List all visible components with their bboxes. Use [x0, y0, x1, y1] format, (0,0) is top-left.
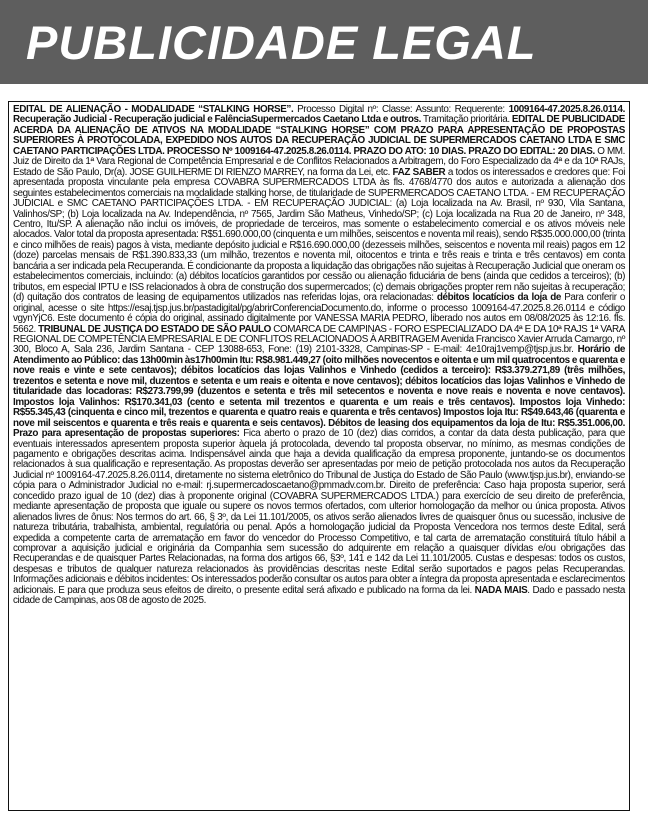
notice-segment-10: TRIBUNAL DE JUSTIÇA DO ESTADO DE SÃO PAULO — [38, 323, 271, 335]
page-title: PUBLICIDADE LEGAL — [26, 16, 537, 69]
notice-segment-5: O MM. Juiz de Direito da 1ª Vara Regional de Competência Empresarial e de Conflitos Relacionados a Arbitragem, do Foro Especializado da 4ª e da 10ª RAJs, Estado de São Paulo, Dr(a). JOSE GUILHERME DI RIENZO MARREY, na forma da Lei, etc. — [13, 145, 625, 178]
notice-segment-14: NADA MAIS — [474, 584, 528, 596]
notice-segment-4: EDITAL DE PUBLICIDADE ACERDA DA ALIENAÇÃO DE ATIVOS NA MODALIDADE “STALKING HORSE” COM PRAZO PARA APRESENTAÇÃO DE PROPOSTAS SUPERIORES À PROTOCOLADA, EXPEDIDO NOS AUTOS DA RECUPERAÇÃO JUDICIAL DE SUPERMERCADOS CAETANO LTDA E SMC CAETANO PARTICIPAÇÕES LTDA. PROCESSO Nº 1009164-47.2025.8.26.0114. PRAZO DO ATO: 10 DIAS. PRAZO DO EDITAL: 20 DIAS. — [13, 114, 625, 157]
notice-segment-9: Para conferir o original, acesse o site https://esaj.tjsp.jus.br/pastadigital/pg/abrirConferenciaDocumento.do, informe o processo 1009164-47.2025.8.26.0114 e código vgynYjC6. Este documento é cópia do original, assinado digitalmente por VANESSA MARIA PEDRO, liberado nos autos em 08/08/2025 às 12:16. fls. 5662. — [13, 292, 625, 335]
notice-segment-7: a todos os interessados e credores que: Foi apresentada proposta vinculante pela empresa COVABRA SUPERMERCADOS LTDA às fls. 4768/4770 dos autos e autorizada a alienação dos seguintes estabelecimentos comerciais na modalidade stalking horse, de titularidade de SUPERMERCADOS CAETANO LTDA. - EM RECUPERAÇÃO JUDICIAL e SMC CAETANO PARTICIPAÇÕES LTDA. - EM RECUPERAÇÃO JUDICIAL: (a) Loja localizada na Av. Brasil, nº 930, Vila Santana, Valinhos/SP; (b) Loja localizada na Av. Independência, nº 7565, Jardim São Matheus, Vinhedo/SP; (c) Loja localizada na Rua 20 de Janeiro, nº 348, Centro, Itu/SP. A alienação não inclui os imóveis, de propriedade de terceiros, mas somente o estabelecimento comercial e os ativos móveis nele alocados. Valor total da proposta apresentada: R$51.690.000,00 (cinquenta e um milhões, seiscentos e noventa mil reais), sendo R$35.000.000,00 (trinta e cinco milhões de reais) pagos à vista, mediante depósito judicial e R$16.690.000,00 (dezesseis milhões, seiscentos e noventa mil reais) pagos em 12 (doze) parcelas mensais de R$1.390.833,33 (um milhão, trezentos e noventa mil, oitocentos e trinta e três reais e trinta e três centavos) em conta bancária a ser indicada pela Recuperanda. É condicionante da proposta a liquidação das obrigações não sujeitas à Recuperação Judicial que oneram os estabelecimentos comerciais, incluindo: (a) débitos locatícios garantidos por cessão ou alienação fiduciária de bens (ainda que cedidos a terceiros); (b) tributos, em especial IPTU e ISS relacionados à obra de construção dos supermercados; (c) demais obrigações propter rem não sujeitas à recuperação; (d) quitação dos contratos de leasing de equipamentos utilizados nas referidas lojas, ora relacionadas: — [13, 166, 626, 304]
notice-segment-12: Horário de Atendimento ao Público: das 13h00min às17h00min Itu: R$8.981.449,27 (oito milhões novecentos e oitenta e um mil quatrocentos e quarenta e nove reais e vinte e sete centavos); débitos locatícios das lojas Valinhos e Vinhedo (cedidos a terceiro): R$3.379.271,89 (três milhões, trezentos e setenta e nove mil, duzentos e setenta e um reais e oitenta e nove centavos); débitos locatícios das lojas Valinhos e Vinhedo de titularidade das locadoras: R$273.799,99 (duzentos e setenta e três mil setecentos e noventa e nove reais e noventa e nove centavos). Impostos loja Valinhos: R$170.341,03 (cento e setenta mil trezentos e quarenta e um reais e três centavos). Impostos loja Vinhedo: R$55.345,43 (cinquenta e cinco mil, trezentos e quarenta e quatro reais e quarenta e três centavos) Impostos loja Itu: R$49.643,46 (quarenta e nove mil seiscentos e quarenta e três reais e quarenta e seis centavos). Débitos de leasing dos equipamentos da loja de Itu: R$5.351.006,00. Prazo para apresentação de propostas superiores: — [13, 344, 625, 440]
header-banner — [0, 0, 648, 84]
notice-segment-3: Tramitação prioritária. — [420, 114, 512, 126]
legal-notice — [8, 101, 630, 811]
notice-text — [13, 105, 625, 607]
notice-segment-6: FAZ SABER — [392, 166, 446, 178]
notice-segment-13: Fica aberto o prazo de 10 (dez) dias corridos, a contar da data desta publicação, para que eventuais interessados apresentem proposta superior àquela já protocolada, devendo tal proposta observar, no mínimo, as mesmas condições de pagamento e obrigações descritas acima. Indispensável ainda que haja a devida qualificação da empresa proponente, juntando-se os documentos relacionados à sua qualificação e representação. As propostas deverão ser apresentadas por meio de petição protocolada nos autos da Recuperação Judicial nº 1009164-47.2025.8.26.0114, diretamente no sistema eletrônico do Tribunal de Justiça do Estado de São Paulo (www.tjsp.jus.br), enviando-se cópia para o Administrador Judicial no e-mail: rj.supermercadoscaetano@pmmadv.com.br. Direito de preferência: Caso haja proposta superior, será concedido prazo igual de 10 (dez) dias à proponente original (COVABRA SUPERMERCADOS LTDA.) para exercício de seu direito de preferência, mediante apresentação de proposta que iguale ou supere os novos termos ofertados, com ulterior homologação da melhor ou única proposta. Ativos alienados livres de ônus: Nos termos do art. 66, § 3º, da Lei 11.101/2005, os ativos serão alienados livres de quaisquer ônus ou sucessão, inclusive de natureza tributária, trabalhista, ambiental, regulatória ou penal. Após a homologação judicial da Proposta Vencedora nos termos deste Edital, será expedida a competente carta de arrematação em favor do vencedor do Processo Competitivo, e tal carta de arrematação constituirá título hábil a comprovar a aquisição judicial e originária da Companhia sem sucessão do adquirente em relação a quaisquer dívidas e/ou obrigações das Recuperandas e de quaisquer Partes Relacionadas, na forma dos artigos 66, §3º, 141 e 142 da Lei 11.101/2005. Custas e despesas: todos os custos, despesas e tributos de qualquer natureza relacionados às providências descritas neste Edital serão suportados e pagos pelas Recuperandas. Informações adicionais e débitos incidentes: Os interessados poderão consultar os autos para obter a íntegra da proposta apresentada e esclarecimentos adicionais. E para que produza seus efeitos de direito, o presente edital será afixado e publicado na forma da lei. — [13, 428, 625, 596]
notice-segment-15: . Dado e passado nesta cidade de Campinas, aos 08 de agosto de 2025. — [13, 584, 626, 607]
notice-segment-0: EDITAL DE ALIENAÇÃO - MODALIDADE “STALKING HORSE”. — [13, 104, 294, 115]
notice-segment-11: COMARCA DE CAMPINAS - FORO ESPECIALIZADO DA 4ª E DA 10ª RAJS 1ª VARA REGIONAL DE COMPETÊNCIA EMPRESARIAL E DE CONFLITOS RELACIONADOS À ARBITRAGEM Avenida Francisco Xavier Arruda Camargo, nº 300, Bloco A, Sala 236, Jardim Santana - CEP 13088-653, Fone: (19) 2101-3328, Campinas-SP - E-mail: 4e10raj1vemp@tjsp.jus.br. — [13, 323, 625, 356]
notice-segment-1: Processo Digital nº: Classe: Assunto: Requerente: — [293, 104, 509, 115]
notice-segment-8: débitos locatícios da loja de — [436, 292, 561, 304]
notice-segment-2: 1009164-47.2025.8.26.0114. Recuperação Judicial - Recuperação judicial e FalênciaSupermercados Caetano Ltda e outros. — [13, 104, 625, 126]
